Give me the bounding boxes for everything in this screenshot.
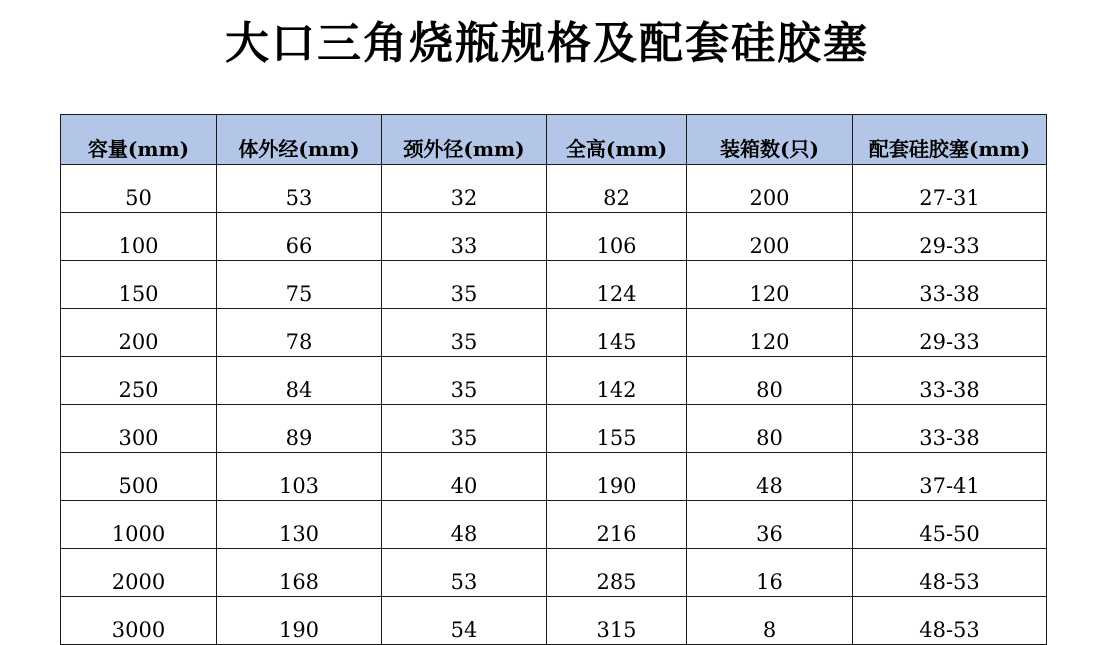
cell-stopper: 33-38 [853,261,1047,309]
cell-neck-diameter: 35 [382,405,547,453]
header-pack-qty: 装箱数(只) [687,115,853,165]
cell-body-diameter: 168 [217,549,382,597]
table-row [61,501,1047,549]
cell-height: 124 [547,261,687,309]
table-row [61,549,1047,597]
cell-stopper: 48-53 [853,597,1047,645]
cell-pack-qty: 200 [687,165,853,213]
cell-capacity: 200 [61,309,217,357]
cell-pack-qty: 120 [687,261,853,309]
table-row [61,357,1047,405]
cell-stopper: 33-38 [853,357,1047,405]
cell-pack-qty: 200 [687,213,853,261]
table-row [61,165,1047,213]
cell-capacity: 250 [61,357,217,405]
cell-body-diameter: 89 [217,405,382,453]
cell-height: 106 [547,213,687,261]
cell-height: 155 [547,405,687,453]
table-row [61,453,1047,501]
cell-neck-diameter: 40 [382,453,547,501]
cell-body-diameter: 84 [217,357,382,405]
cell-stopper: 29-33 [853,309,1047,357]
header-stopper: 配套硅胶塞(mm) [853,115,1047,165]
cell-height: 145 [547,309,687,357]
cell-stopper: 27-31 [853,165,1047,213]
cell-stopper: 45-50 [853,501,1047,549]
header-neck-diameter: 颈外径(mm) [382,115,547,165]
cell-capacity: 150 [61,261,217,309]
cell-capacity: 1000 [61,501,217,549]
cell-capacity: 500 [61,453,217,501]
cell-pack-qty: 120 [687,309,853,357]
cell-height: 315 [547,597,687,645]
cell-stopper: 48-53 [853,549,1047,597]
cell-pack-qty: 80 [687,357,853,405]
table-row [61,405,1047,453]
cell-pack-qty: 16 [687,549,853,597]
table-row [61,597,1047,645]
table-header-row [61,115,1047,165]
cell-neck-diameter: 54 [382,597,547,645]
spec-table [60,114,1047,645]
cell-neck-diameter: 33 [382,213,547,261]
cell-capacity: 3000 [61,597,217,645]
cell-body-diameter: 130 [217,501,382,549]
cell-neck-diameter: 32 [382,165,547,213]
cell-body-diameter: 53 [217,165,382,213]
cell-pack-qty: 8 [687,597,853,645]
cell-height: 190 [547,453,687,501]
cell-neck-diameter: 35 [382,309,547,357]
table-row [61,309,1047,357]
table-body [61,165,1047,645]
cell-height: 216 [547,501,687,549]
cell-neck-diameter: 48 [382,501,547,549]
cell-capacity: 100 [61,213,217,261]
table-row [61,261,1047,309]
cell-pack-qty: 80 [687,405,853,453]
cell-neck-diameter: 35 [382,357,547,405]
header-capacity: 容量(mm) [61,115,217,165]
cell-capacity: 300 [61,405,217,453]
cell-body-diameter: 103 [217,453,382,501]
table-row [61,213,1047,261]
cell-body-diameter: 66 [217,213,382,261]
cell-pack-qty: 48 [687,453,853,501]
cell-pack-qty: 36 [687,501,853,549]
header-height: 全高(mm) [547,115,687,165]
cell-height: 142 [547,357,687,405]
cell-body-diameter: 78 [217,309,382,357]
header-body-diameter: 体外经(mm) [217,115,382,165]
cell-body-diameter: 190 [217,597,382,645]
cell-height: 82 [547,165,687,213]
cell-capacity: 50 [61,165,217,213]
cell-height: 285 [547,549,687,597]
cell-body-diameter: 75 [217,261,382,309]
cell-stopper: 33-38 [853,405,1047,453]
cell-stopper: 29-33 [853,213,1047,261]
cell-capacity: 2000 [61,549,217,597]
cell-neck-diameter: 35 [382,261,547,309]
cell-neck-diameter: 53 [382,549,547,597]
cell-stopper: 37-41 [853,453,1047,501]
page-title: 大口三角烧瓶规格及配套硅胶塞 [225,18,869,69]
